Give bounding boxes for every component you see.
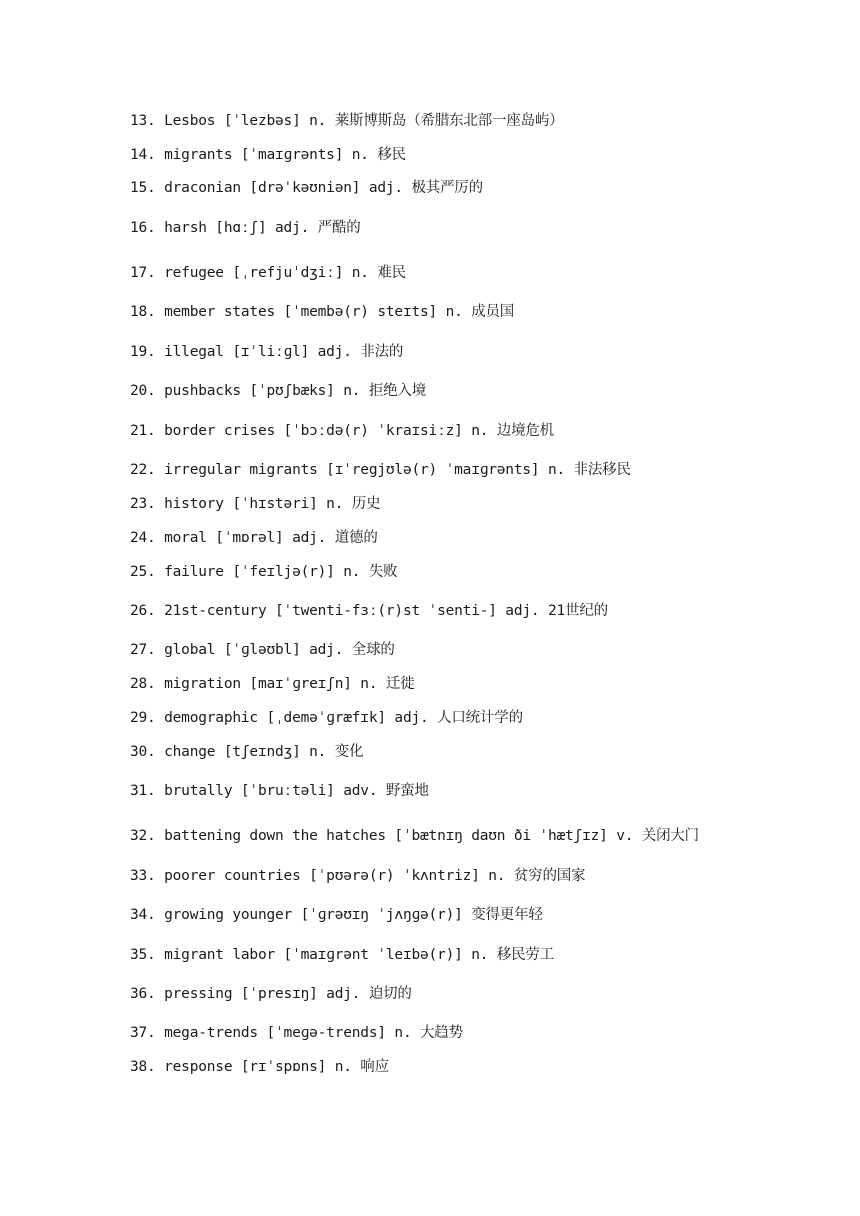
entry-text: 33. poorer countries [ˈpʊərə(r) ˈkʌntriz] n. 贫穷的国家 <box>130 868 586 884</box>
vocab-entry <box>130 460 631 480</box>
entry-text: 35. migrant labor [ˈmaɪɡrənt ˈleɪbə(r)] n. 移民劳工 <box>130 947 554 963</box>
entry-text: 30. change [tʃeɪndʒ] n. 变化 <box>130 744 364 760</box>
vocab-entry <box>130 905 543 925</box>
entry-text: 37. mega-trends [ˈmeɡə-trends] n. 大趋势 <box>130 1025 463 1041</box>
entry-text: 34. growing younger [ˈɡrəʊɪŋ ˈjʌŋɡə(r)] 变得更年轻 <box>130 907 543 923</box>
entry-text: 24. moral [ˈmɒrəl] adj. 道德的 <box>130 530 378 546</box>
entry-text: 20. pushbacks [ˈpʊʃbæks] n. 拒绝入境 <box>130 383 427 399</box>
entry-text: 13. Lesbos [ˈlezbəs] n. 莱斯博斯岛（希腊东北部一座岛屿） <box>130 113 564 129</box>
entry-text: 28. migration [maɪˈɡreɪʃn] n. 迁徙 <box>130 676 415 692</box>
vocab-entry <box>130 494 380 514</box>
vocab-entry <box>130 742 363 762</box>
entry-text: 15. draconian [drəˈkəʊniən] adj. 极其严厉的 <box>130 180 483 196</box>
vocab-entry <box>130 984 412 1004</box>
entry-text: 21. border crises [ˈbɔːdə(r) ˈkraɪsiːz] n. 边境危机 <box>130 423 554 439</box>
vocab-entry <box>130 1057 389 1077</box>
vocab-entry <box>130 562 397 582</box>
entry-text: 26. 21st-century [ˈtwenti-fɜː(r)st ˈsenti-] adj. 21世纪的 <box>130 603 608 619</box>
vocab-entry <box>130 528 378 548</box>
vocab-entry <box>130 1023 463 1043</box>
vocab-entry <box>130 640 395 660</box>
entry-text: 32. battening down the hatches [ˈbætnɪŋ daʊn ði ˈhætʃɪz] v. 关闭大门 <box>130 828 699 844</box>
entry-text: 36. pressing [ˈpresɪŋ] adj. 迫切的 <box>130 986 412 1002</box>
entry-text: 25. failure [ˈfeɪljə(r)] n. 失败 <box>130 564 398 580</box>
entry-text: 22. irregular migrants [ɪˈregjʊlə(r) ˈmaɪɡrənts] n. 非法移民 <box>130 462 631 478</box>
vocab-entry <box>130 218 361 238</box>
entry-text: 19. illegal [ɪˈliːɡl] adj. 非法的 <box>130 344 404 360</box>
vocab-entry <box>130 826 699 846</box>
vocab-entry <box>130 866 585 886</box>
entry-text: 17. refugee [ˌrefjuˈdʒiː] n. 难民 <box>130 265 406 281</box>
entry-text: 29. demographic [ˌdeməˈɡræfɪk] adj. 人口统计学的 <box>130 710 523 726</box>
vocab-entry <box>130 178 483 198</box>
vocab-entry <box>130 708 523 728</box>
entry-text: 18. member states [ˈmembə(r) steɪts] n. 成员国 <box>130 304 515 320</box>
entry-text: 23. history [ˈhɪstəri] n. 历史 <box>130 496 381 512</box>
entry-text: 16. harsh [hɑːʃ] adj. 严酷的 <box>130 220 361 236</box>
vocab-entry <box>130 145 406 165</box>
vocab-entry <box>130 111 564 131</box>
entry-text: 31. brutally [ˈbruːtəli] adv. 野蛮地 <box>130 783 429 799</box>
vocab-entry <box>130 342 403 362</box>
vocab-entry <box>130 945 554 965</box>
vocab-entry <box>130 601 608 621</box>
entry-text: 38. response [rɪˈspɒns] n. 响应 <box>130 1059 389 1075</box>
vocab-entry <box>130 381 426 401</box>
entry-text: 27. global [ˈɡləʊbl] adj. 全球的 <box>130 642 395 658</box>
vocab-entry <box>130 674 415 694</box>
vocab-entry <box>130 781 429 801</box>
vocab-entry <box>130 263 406 283</box>
vocab-entry <box>130 302 514 322</box>
entry-text: 14. migrants [ˈmaɪɡrənts] n. 移民 <box>130 147 406 163</box>
vocab-entry <box>130 421 554 441</box>
